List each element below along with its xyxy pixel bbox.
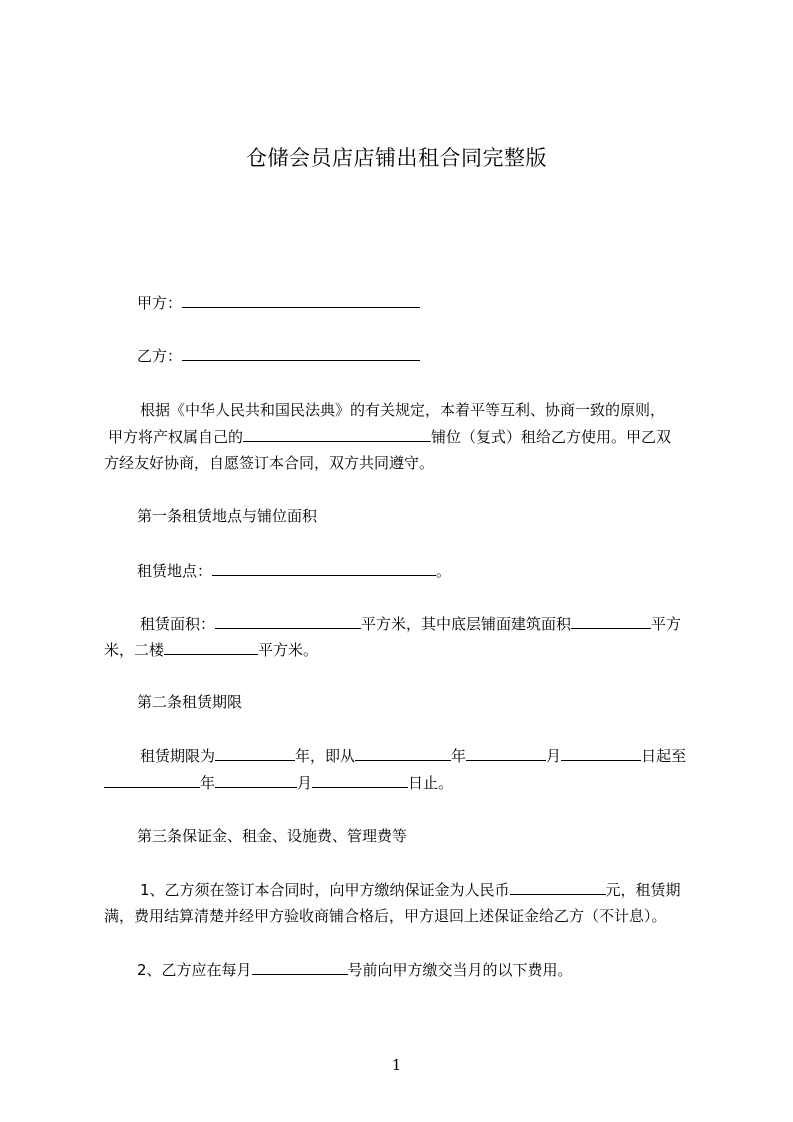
total-area-blank[interactable] [215, 613, 361, 629]
payment-line [137, 959, 573, 980]
term-label: 租赁期限为 [140, 747, 216, 765]
page-number: 1 [391, 1056, 402, 1074]
party-b-line [137, 345, 420, 366]
term-month-unit: 月 [546, 747, 562, 765]
party-a-line [137, 292, 420, 313]
second-floor-area-blank[interactable] [164, 639, 258, 655]
area-label: 租赁面积： [140, 615, 216, 633]
article-1-heading [137, 506, 317, 526]
term-text-2: 年，即从 [295, 747, 356, 765]
area-mid-text: 平方米，其中底层铺面建筑面积 [361, 615, 572, 633]
party-b-label: 乙方： [137, 347, 183, 365]
term-line-1 [140, 745, 686, 766]
intro-text-2b: 铺位（复式）租给乙方使用。甲乙双 [431, 428, 672, 446]
end-day-blank[interactable] [312, 772, 408, 788]
party-a-label: 甲方： [137, 294, 183, 312]
article-1-title: 第一条租赁地点与铺位面积 [137, 507, 318, 525]
deposit-line-2 [104, 906, 667, 926]
end-day-unit: 日止。 [408, 774, 454, 792]
payment-text-1: 2、乙方应在每月 [137, 961, 252, 979]
deposit-line-1 [140, 879, 681, 900]
start-month-blank[interactable] [466, 745, 546, 761]
location-label: 租赁地点： [137, 562, 213, 580]
location-blank[interactable] [212, 560, 436, 576]
intro-text-1: 根据《中华人民共和国民法典》的有关规定，本着平等互利、协商一致的原则， [140, 401, 666, 419]
deposit-text-3: 满，费用结算清楚并经甲方验收商铺合格后，甲方退回上述保证金给乙方（不计息）。 [104, 907, 667, 925]
start-day-blank[interactable] [561, 745, 641, 761]
location-end: 。 [436, 562, 452, 580]
area-second-floor-label: 米，二楼 [104, 641, 165, 659]
party-a-blank[interactable] [182, 292, 420, 308]
article-3-title: 第三条保证金、租金、设施费、管理费等 [137, 827, 408, 845]
area-second-floor-unit: 平方米。 [258, 641, 319, 659]
article-3-heading [137, 826, 407, 846]
intro-text-2a: 甲方将产权属自己的 [108, 428, 244, 446]
payment-text-2: 号前向甲方缴交当月的以下费用。 [347, 961, 573, 979]
end-month-unit: 月 [297, 774, 313, 792]
intro-line-2 [108, 426, 671, 447]
ground-floor-area-blank[interactable] [571, 613, 651, 629]
term-line-2 [104, 772, 453, 793]
area-line-2 [104, 639, 318, 660]
term-years-blank[interactable] [215, 745, 295, 761]
area-line-1 [140, 613, 681, 634]
intro-line-3 [104, 453, 434, 473]
party-b-blank[interactable] [182, 345, 420, 361]
deposit-text-2: 元，租赁期 [605, 881, 681, 899]
location-line [137, 560, 451, 581]
intro-line-1 [140, 400, 665, 420]
article-2-heading [137, 692, 242, 712]
end-year-blank[interactable] [104, 772, 200, 788]
shop-location-blank[interactable] [243, 426, 431, 442]
deposit-amount-blank[interactable] [510, 879, 606, 895]
payment-day-blank[interactable] [252, 959, 348, 975]
end-year-unit: 年 [200, 774, 216, 792]
end-month-blank[interactable] [215, 772, 297, 788]
term-year-unit: 年 [451, 747, 467, 765]
document-title: 仓储会员店店铺出租合同完整版 [246, 146, 547, 170]
article-2-title: 第二条租赁期限 [137, 693, 243, 711]
term-day-unit: 日起至 [641, 747, 687, 765]
start-year-blank[interactable] [355, 745, 451, 761]
area-end-text: 平方 [651, 615, 682, 633]
intro-text-3: 方经友好协商，自愿签订本合同，双方共同遵守。 [104, 454, 435, 472]
deposit-text-1: 1、乙方须在签订本合同时，向甲方缴纳保证金为人民币 [140, 881, 510, 899]
